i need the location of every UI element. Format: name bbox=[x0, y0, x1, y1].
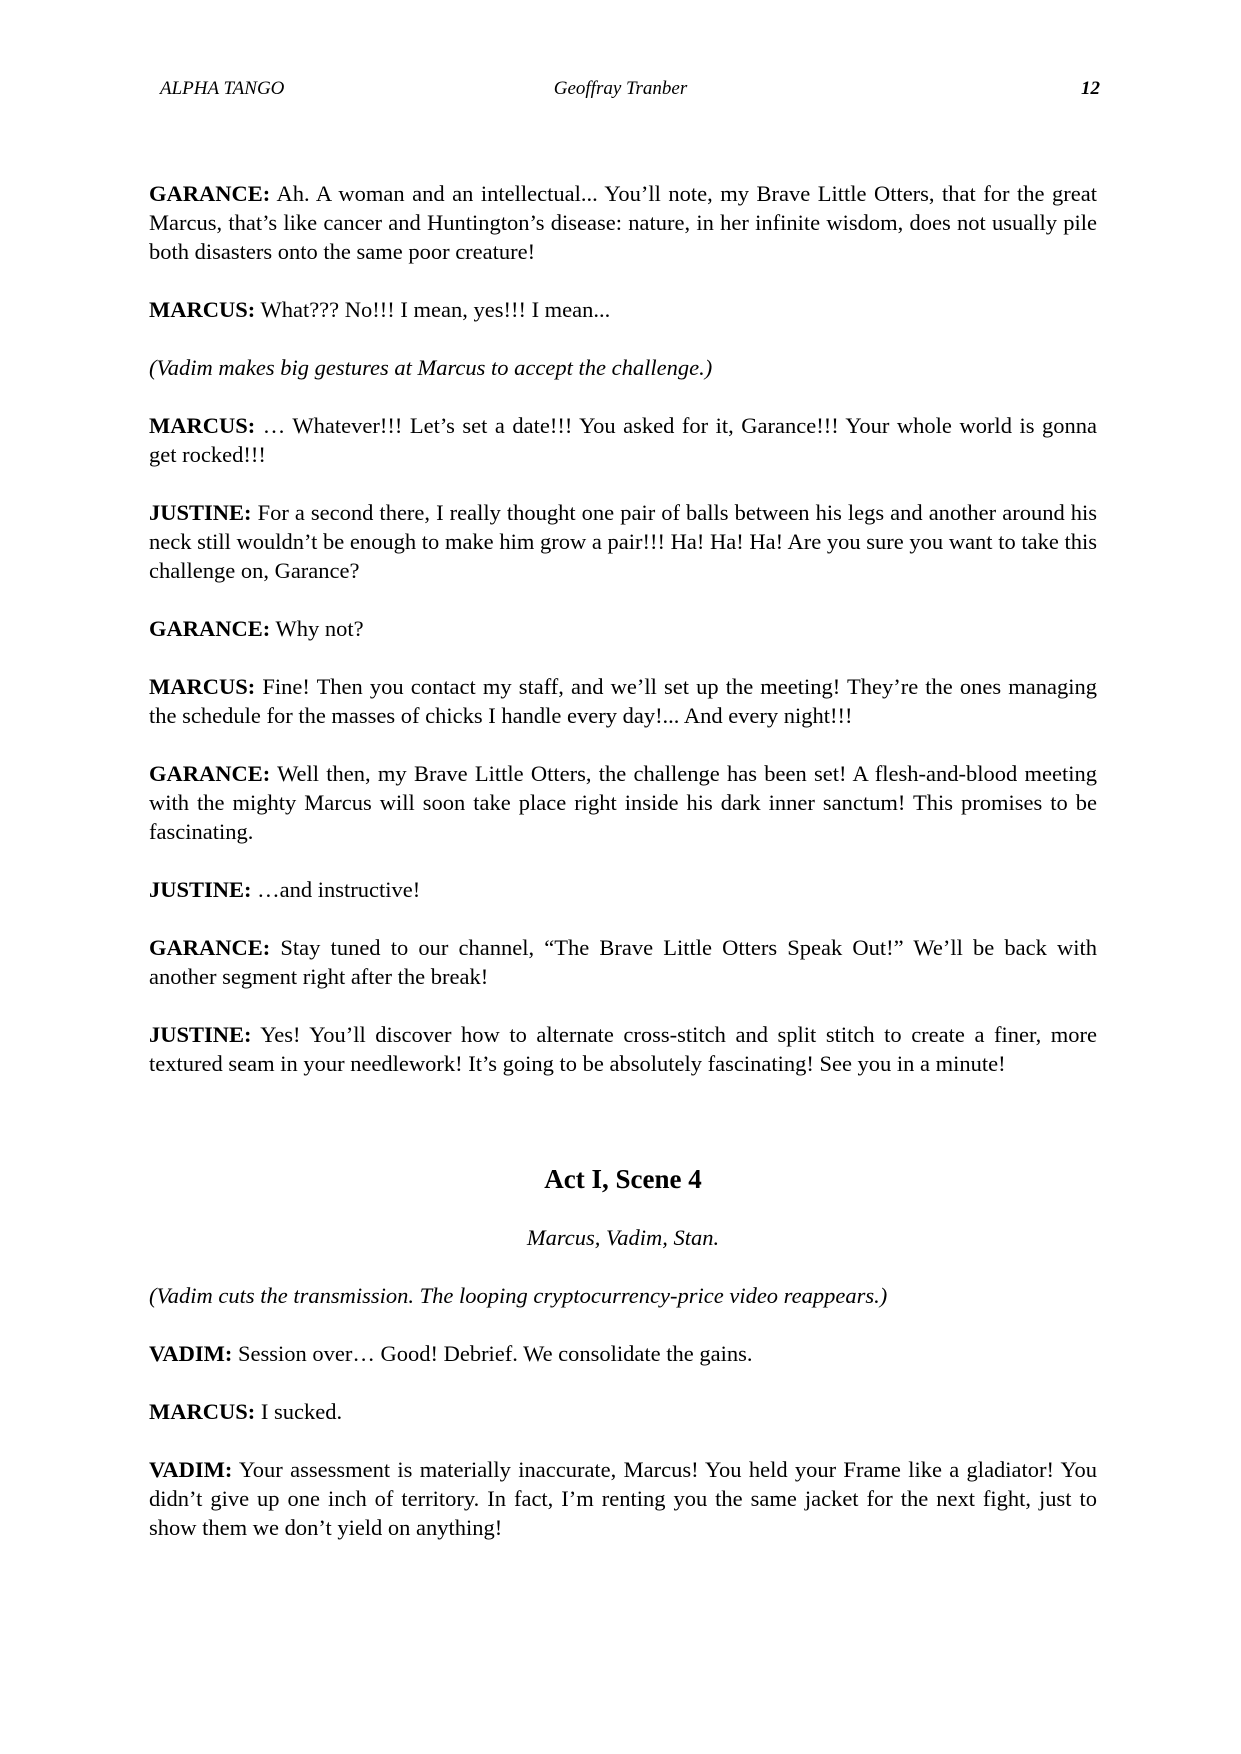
dialogue-line bbox=[149, 1020, 1097, 1078]
dialogue-section-bottom bbox=[149, 1281, 1097, 1542]
speaker-name: GARANCE: bbox=[149, 761, 271, 786]
script-body bbox=[149, 179, 1097, 1571]
speaker-name: JUSTINE: bbox=[149, 500, 252, 525]
header-title: ALPHA TANGO bbox=[160, 78, 285, 99]
dialogue-text: … Whatever!!! Let’s set a date!!! You asked for it, Garance!!! Your whole world is gonna get rocked!!! bbox=[149, 413, 1097, 467]
speaker-name: GARANCE: bbox=[149, 181, 271, 206]
dialogue-line bbox=[149, 1339, 1097, 1368]
speaker-name: MARCUS: bbox=[149, 674, 256, 699]
dialogue-line bbox=[149, 1455, 1097, 1542]
dialogue-text: I sucked. bbox=[255, 1399, 343, 1424]
dialogue-section-top bbox=[149, 179, 1097, 1078]
speaker-name: MARCUS: bbox=[149, 297, 256, 322]
speaker-name: GARANCE: bbox=[149, 935, 271, 960]
dialogue-line bbox=[149, 933, 1097, 991]
dialogue-line bbox=[149, 411, 1097, 469]
dialogue-line bbox=[149, 295, 1097, 324]
dialogue-line bbox=[149, 672, 1097, 730]
dialogue-text: What??? No!!! I mean, yes!!! I mean... bbox=[255, 297, 611, 322]
page-number: 12 bbox=[1081, 78, 1100, 99]
speaker-name: MARCUS: bbox=[149, 1399, 256, 1424]
dialogue-text: Fine! Then you contact my staff, and we’ll set up the meeting! They’re the ones managing the schedule for the masses of chicks I handle every day!... And every night!!! bbox=[149, 674, 1097, 728]
dialogue-line bbox=[149, 759, 1097, 846]
speaker-name: JUSTINE: bbox=[149, 1022, 252, 1047]
dialogue-text: …and instructive! bbox=[251, 877, 421, 902]
stage-direction: (Vadim cuts the transmission. The looping cryptocurrency-price video reappears.) bbox=[149, 1283, 888, 1308]
speaker-name: MARCUS: bbox=[149, 413, 256, 438]
dialogue-text: Stay tuned to our channel, “The Brave Little Otters Speak Out!” We’ll be back with another segment right after the break! bbox=[149, 935, 1097, 989]
speaker-name: VADIM: bbox=[149, 1457, 233, 1482]
speaker-name: VADIM: bbox=[149, 1341, 233, 1366]
speaker-name: JUSTINE: bbox=[149, 877, 252, 902]
dialogue-text: Well then, my Brave Little Otters, the challenge has been set! A flesh-and-blood meeting with the mighty Marcus will soon take place right inside his dark inner sanctum! This promises to be fascinating. bbox=[149, 761, 1097, 844]
dialogue-text: Why not? bbox=[270, 616, 364, 641]
dialogue-line bbox=[149, 614, 1097, 643]
dialogue-line bbox=[149, 1397, 1097, 1426]
scene-title: Act I, Scene 4 bbox=[544, 1164, 702, 1194]
dialogue-text: Yes! You’ll discover how to alternate cross-stitch and split stitch to create a finer, more textured seam in your needlework! It’s going to be absolutely fascinating! See you in a minute! bbox=[149, 1022, 1097, 1076]
speaker-name: GARANCE: bbox=[149, 616, 271, 641]
page-header bbox=[0, 78, 1241, 104]
header-author: Geoffray Tranber bbox=[553, 78, 688, 99]
scene-spacer bbox=[149, 1107, 1097, 1165]
dialogue-line bbox=[149, 875, 1097, 904]
dialogue-text: Your assessment is materially inaccurate, Marcus! You held your Frame like a gladiator! You didn’t give up one inch of territory. In fact, I’m renting you the same jacket for the next fight, just to show them we don’t yield on anything! bbox=[149, 1457, 1097, 1540]
dialogue-line bbox=[149, 498, 1097, 585]
stage-direction: (Vadim makes big gestures at Marcus to accept the challenge.) bbox=[149, 355, 713, 380]
scene-cast: Marcus, Vadim, Stan. bbox=[526, 1225, 720, 1250]
dialogue-text: For a second there, I really thought one pair of balls between his legs and another around his neck still wouldn’t be enough to make him grow a pair!!! Ha! Ha! Ha! Are you sure you want to take this challenge on, Garance? bbox=[149, 500, 1097, 583]
dialogue-text: Ah. A woman and an intellectual... You’ll note, my Brave Little Otters, that for the great Marcus, that’s like cancer and Huntington’s disease: nature, in her infinite wisdom, does not usually pile both disasters onto the same poor creature! bbox=[149, 181, 1097, 264]
dialogue-text: Session over… Good! Debrief. We consolidate the gains. bbox=[232, 1341, 753, 1366]
dialogue-line bbox=[149, 179, 1097, 266]
